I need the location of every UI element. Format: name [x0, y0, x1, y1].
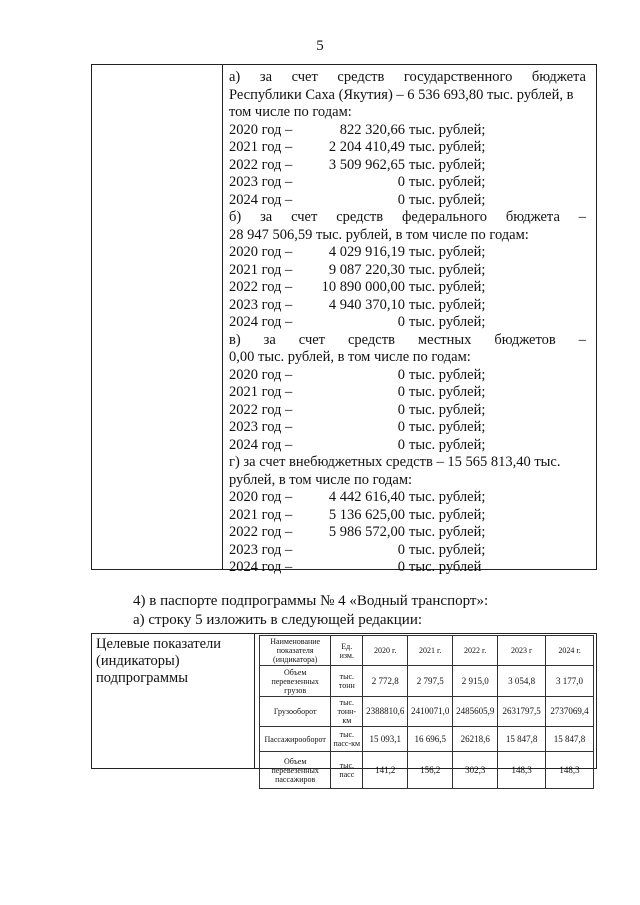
table-row: [260, 752, 594, 789]
table-cell: 2485605,9: [453, 697, 498, 727]
word: средств: [336, 209, 384, 225]
year-row: [229, 489, 586, 507]
header-cell: Ед. изм.: [331, 636, 363, 666]
year-amount: 4 029 916,19: [328, 244, 405, 260]
year-unit: тыс. рублей;: [409, 541, 486, 558]
year-label: 2023 год –: [229, 174, 293, 190]
year-amount: 0: [397, 436, 405, 453]
justified-line: [229, 209, 586, 227]
year-label: 2020 год –: [229, 366, 293, 383]
year-unit: тыс. рублей;: [409, 174, 486, 190]
year-unit: тыс. рублей;: [409, 314, 486, 330]
year-unit: тыс. рублей;: [409, 419, 486, 435]
header-cell: 2020 г.: [363, 636, 408, 666]
text-line: том числе по годам:: [229, 104, 352, 120]
row-label-line: (индикаторы): [96, 653, 180, 669]
table-cell: Объем перевезенных грузов: [260, 666, 331, 697]
year-unit: тыс. рублей;: [409, 191, 486, 208]
table-row: [260, 727, 594, 752]
header-cell: 2024 г.: [546, 636, 594, 666]
year-row: [229, 174, 586, 192]
year-row: [229, 367, 586, 385]
word: –: [578, 331, 586, 348]
year-amount: 4 442 616,40: [328, 489, 405, 505]
column-divider: [222, 65, 223, 569]
year-amount: 10 890 000,00: [321, 279, 405, 295]
funding-table: [91, 64, 597, 575]
year-label: 2023 год –: [229, 541, 293, 558]
indicators-grid: [259, 635, 594, 789]
table-cell: 2631797,5: [498, 697, 546, 727]
year-unit: тыс. рублей;: [409, 261, 486, 278]
year-amount: 822 320,66: [339, 121, 405, 138]
year-label: 2024 год –: [229, 436, 293, 453]
word: б): [229, 209, 242, 225]
paragraph-4a: а) строку 5 изложить в следующей редакции:: [133, 612, 423, 628]
year-row: [229, 419, 586, 437]
word: бюджета: [531, 69, 586, 85]
year-label: 2020 год –: [229, 121, 293, 138]
word: бюджетов: [494, 331, 556, 348]
year-amount: 5 986 572,00: [328, 524, 405, 540]
year-label: 2020 год –: [229, 489, 293, 505]
table-cell: 302,3: [453, 752, 498, 789]
year-row: [229, 297, 586, 315]
word: а): [229, 69, 241, 85]
word: счет: [298, 331, 326, 348]
year-row: [229, 279, 586, 297]
text-line: 28 947 506,59 тыс. рублей, в том числе по годам:: [229, 226, 529, 243]
table-cell: 2 915,0: [453, 666, 498, 697]
table-cell: 26218,6: [453, 727, 498, 752]
word: средств: [337, 69, 385, 85]
table-cell: Объем перевезенных пассажиров: [260, 752, 331, 789]
row-label: [96, 636, 221, 687]
year-unit: тыс. рублей;: [409, 279, 486, 295]
table-cell: 3 177,0: [546, 666, 594, 697]
table-cell: тыс. пасс: [331, 752, 363, 789]
year-unit: тыс. рублей;: [409, 244, 486, 260]
header-cell: Наименование показателя (индикатора): [260, 636, 331, 666]
indicators-table: [91, 633, 597, 784]
year-label: 2021 год –: [229, 139, 293, 155]
year-label: 2023 год –: [229, 296, 293, 313]
year-row: [229, 384, 586, 402]
year-label: 2021 год –: [229, 384, 293, 400]
year-unit: тыс. рублей;: [409, 156, 486, 173]
column-divider: [254, 634, 255, 768]
table-cell: 2 797,5: [408, 666, 453, 697]
table-cell: тыс. пасс-км: [331, 727, 363, 752]
table-row: [260, 666, 594, 697]
word: –: [578, 209, 586, 225]
year-row: [229, 314, 586, 332]
justified-line: [229, 69, 586, 87]
year-row: [229, 559, 586, 577]
table-cell: 15 093,1: [363, 727, 408, 752]
year-amount: 4 940 370,10: [328, 296, 405, 313]
word: счет: [291, 69, 318, 85]
year-label: 2024 год –: [229, 314, 293, 330]
text-line: г) за счет внебюджетных средств – 15 565 813,40 тыс.: [229, 454, 561, 470]
year-row: [229, 192, 586, 210]
table-cell: 141,2: [363, 752, 408, 789]
text-line: 0,00 тыс. рублей, в том числе по годам:: [229, 349, 471, 365]
word: за: [263, 331, 276, 348]
year-unit: тыс. рублей;: [409, 524, 486, 540]
year-row: [229, 244, 586, 262]
word: государственного: [403, 69, 513, 85]
year-unit: тыс. рублей: [409, 559, 482, 575]
year-amount: 0: [397, 191, 405, 208]
word: местных: [417, 331, 472, 348]
year-label: 2023 год –: [229, 419, 293, 435]
year-label: 2021 год –: [229, 506, 293, 523]
year-amount: 0: [397, 384, 405, 400]
paragraph-4: 4) в паспорте подпрограммы № 4 «Водный транспорт»:: [133, 593, 489, 609]
year-row: [229, 402, 586, 420]
year-row: [229, 437, 586, 455]
row-label-line: подпрограммы: [96, 670, 188, 686]
word: средств: [347, 331, 395, 348]
table-cell: 148,3: [498, 752, 546, 789]
year-row: [229, 262, 586, 280]
year-row: [229, 524, 586, 542]
year-row: [229, 122, 586, 140]
header-cell: 2023 г: [498, 636, 546, 666]
year-amount: 0: [397, 366, 405, 383]
table-cell: 15 847,8: [546, 727, 594, 752]
year-amount: 2 204 410,49: [328, 139, 405, 155]
table-cell: 16 696,5: [408, 727, 453, 752]
word: федерального: [401, 209, 487, 225]
year-amount: 3 509 962,65: [328, 156, 405, 173]
table-cell: 2410071,0: [408, 697, 453, 727]
year-label: 2022 год –: [229, 279, 293, 295]
page-number: 5: [316, 38, 324, 54]
year-label: 2022 год –: [229, 156, 293, 173]
table-cell: 2737069,4: [546, 697, 594, 727]
word: счет: [291, 209, 318, 225]
table-cell: 2 772,8: [363, 666, 408, 697]
year-label: 2024 год –: [229, 559, 293, 575]
header-cell: 2022 г.: [453, 636, 498, 666]
table-cell: Пассажирооборот: [260, 727, 331, 752]
year-row: [229, 157, 586, 175]
year-unit: тыс. рублей;: [409, 366, 486, 383]
table-cell: тыс. тонн: [331, 666, 363, 697]
year-amount: 0: [397, 314, 405, 330]
year-unit: тыс. рублей;: [409, 296, 486, 313]
text-line: рублей, в том числе по годам:: [229, 471, 413, 488]
table-cell: 156,2: [408, 752, 453, 789]
year-label: 2022 год –: [229, 524, 293, 540]
word: бюджета: [505, 209, 560, 225]
year-row: [229, 139, 586, 157]
year-unit: тыс. рублей;: [409, 121, 486, 138]
table-cell: 15 847,8: [498, 727, 546, 752]
word: за: [260, 209, 273, 225]
year-unit: тыс. рублей;: [409, 436, 486, 453]
funding-text: [229, 69, 586, 577]
table-cell: 148,3: [546, 752, 594, 789]
year-amount: 0: [397, 419, 405, 435]
year-unit: тыс. рублей;: [409, 506, 486, 523]
header-cell: 2021 г.: [408, 636, 453, 666]
word: в): [229, 331, 241, 348]
year-unit: тыс. рублей;: [409, 384, 486, 400]
text-line: Республики Саха (Якутия) – 6 536 693,80 тыс. рублей, в: [229, 86, 574, 103]
row-label-line: Целевые показатели: [96, 636, 222, 652]
year-row: [229, 542, 586, 560]
justified-line: [229, 332, 586, 350]
year-amount: 0: [397, 541, 405, 558]
year-label: 2021 год –: [229, 261, 293, 278]
year-label: 2022 год –: [229, 401, 293, 418]
table-header-row: [260, 636, 594, 666]
year-amount: 9 087 220,30: [328, 261, 405, 278]
year-amount: 0: [397, 401, 405, 418]
year-amount: 0: [397, 559, 405, 575]
year-unit: тыс. рублей;: [409, 401, 486, 418]
year-unit: тыс. рублей;: [409, 139, 486, 155]
year-amount: 5 136 625,00: [328, 506, 405, 523]
table-cell: 2388810,6: [363, 697, 408, 727]
year-amount: 0: [397, 174, 405, 190]
year-label: 2024 год –: [229, 191, 293, 208]
table-cell: тыс. тонн-км: [331, 697, 363, 727]
word: за: [259, 69, 273, 85]
table-cell: Грузооборот: [260, 697, 331, 727]
year-label: 2020 год –: [229, 244, 293, 260]
year-unit: тыс. рублей;: [409, 489, 486, 505]
table-row: [260, 697, 594, 727]
table-cell: 3 054,8: [498, 666, 546, 697]
year-row: [229, 507, 586, 525]
